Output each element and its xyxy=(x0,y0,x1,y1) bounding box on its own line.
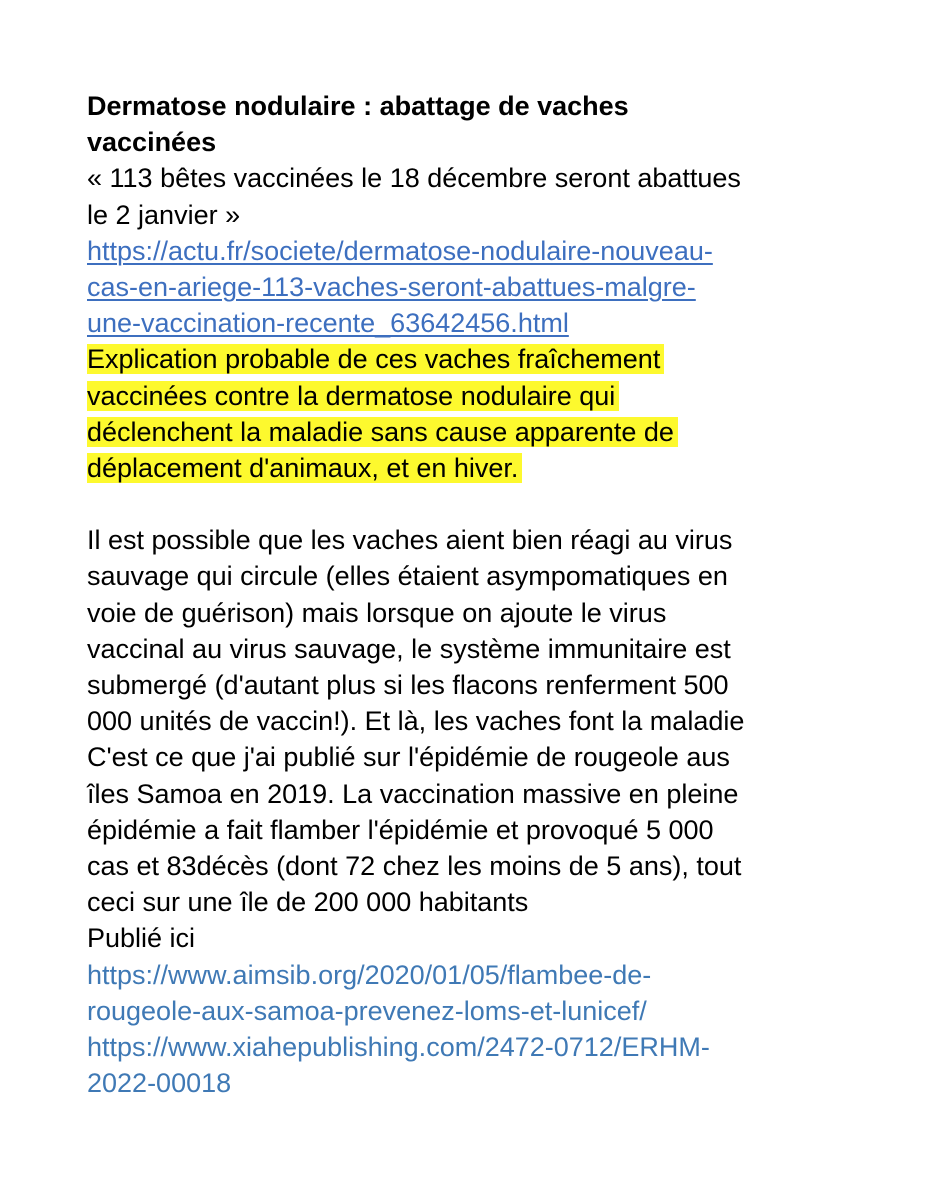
body-line: C'est ce que j'ai publié sur l'épidémie de rougeole aus xyxy=(87,742,730,773)
body-line: voie de guérison) mais lorsque on ajoute le virus xyxy=(87,597,667,628)
highlight-line: déclenchent la maladie sans cause apparente de xyxy=(87,417,678,447)
article-title xyxy=(87,88,847,160)
body-line: Il est possible que les vaches aient bien réagi au virus xyxy=(87,525,733,556)
source-link-line[interactable]: cas-en-ariege-113-vaches-seront-abattues-malgre- xyxy=(87,272,696,303)
reference-link-line[interactable]: 2022-00018 xyxy=(87,1068,232,1099)
body-line: îles Samoa en 2019. La vaccination massive en pleine xyxy=(87,778,739,809)
quote-line: « 113 bêtes vaccinées le 18 décembre seront abattues xyxy=(87,163,741,194)
reference-links[interactable] xyxy=(87,957,847,1102)
reference-link-line[interactable]: https://www.aimsib.org/2020/01/05/flambee-de- xyxy=(87,959,652,990)
reference-link-line[interactable]: https://www.xiahepublishing.com/2472-0712/ERHM- xyxy=(87,1032,710,1063)
paragraph-gap xyxy=(87,486,847,522)
title-line: Dermatose nodulaire : abattage de vaches xyxy=(87,91,629,121)
quote-line: le 2 janvier » xyxy=(87,199,241,230)
body-line: Publié ici xyxy=(87,923,196,954)
highlight-line: vaccinées contre la dermatose nodulaire qui xyxy=(87,381,619,411)
document-body xyxy=(87,88,847,1101)
body-paragraph xyxy=(87,522,847,956)
source-link-line[interactable]: une-vaccination-recente_63642456.html xyxy=(87,308,569,339)
source-link-line[interactable]: https://actu.fr/societe/dermatose-nodulaire-nouveau- xyxy=(87,235,713,266)
highlighted-explanation xyxy=(87,341,847,486)
highlight-line: Explication probable de ces vaches fraîchement xyxy=(87,344,664,374)
reference-link-line[interactable]: rougeole-aux-samoa-prevenez-loms-et-lunicef/ xyxy=(87,995,647,1026)
body-line: ceci sur une île de 200 000 habitants xyxy=(87,887,529,918)
body-line: 000 unités de vaccin!). Et là, les vaches font la maladie xyxy=(87,706,745,737)
body-line: épidémie a fait flamber l'épidémie et provoqué 5 000 xyxy=(87,814,714,845)
source-link[interactable] xyxy=(87,233,847,342)
body-line: cas et 83décès (dont 72 chez les moins de 5 ans), tout xyxy=(87,851,742,882)
body-line: sauvage qui circule (elles étaient asympomatiques en xyxy=(87,561,728,592)
body-line: submergé (d'autant plus si les flacons renferment 500 xyxy=(87,670,729,701)
body-line: vaccinal au virus sauvage, le système immunitaire est xyxy=(87,633,731,664)
title-line: vaccinées xyxy=(87,127,217,158)
highlight-line: déplacement d'animaux, et en hiver. xyxy=(87,453,522,483)
quote-text xyxy=(87,160,847,232)
